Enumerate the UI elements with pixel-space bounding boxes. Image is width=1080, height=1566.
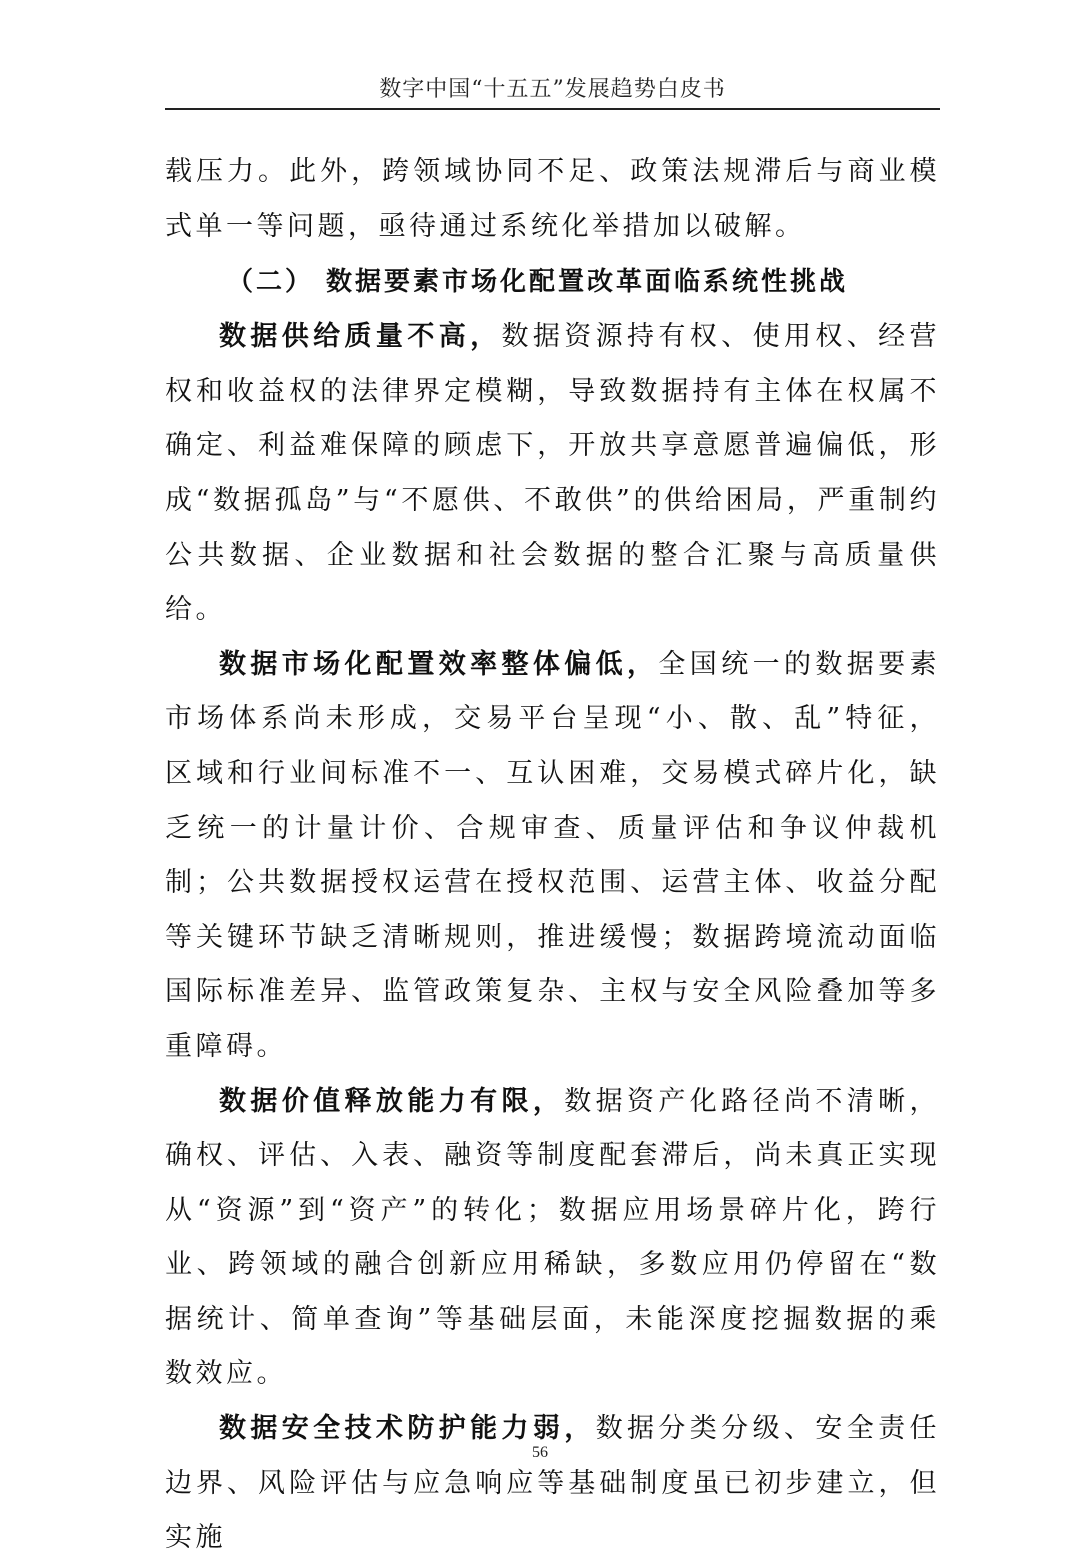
paragraph-text: 数据分类分级、安全责任边界、风险评估与应急响应等基础制度虽已初步建立，但实施 (165, 1413, 941, 1554)
paragraph-lead: 数据价值释放能力有限， (219, 1085, 565, 1117)
running-header (165, 74, 940, 110)
page-number: 56 (532, 1444, 548, 1461)
paragraph-lead: 数据市场化配置效率整体偏低， (219, 648, 659, 680)
paragraph-continuation: 载压力。此外，跨领域协同不足、政策法规滞后与商业模式单一等问题，亟待通过系统化举措加以破解。 (165, 156, 940, 242)
paragraph-lead: 数据安全技术防护能力弱， (219, 1413, 596, 1445)
document-title: 数字中国“十五五”发展趋势白皮书 (379, 77, 726, 102)
paragraph-lead: 数据供给质量不高， (219, 321, 502, 353)
paragraph-text: 全国统一的数据要素市场体系尚未形成，交易平台呈现“小、散、乱”特征， 区域和行业间标准不一、互认困难，交易模式碎片化，缺乏统一的计量计价、合规审查、质量评估和争议仲裁机制；公共数据授权运营在授权范围、运营主体、收益分配等关键环节缺乏清晰规则，推进缓慢；数据跨境流动面临国际标准差异、监管政策复杂、主权与安全风险叠加等多重障碍。 (165, 648, 941, 1062)
paragraph-value-release (165, 1075, 940, 1403)
paragraph-security-protection (165, 1402, 940, 1566)
paragraph-data-supply (165, 310, 940, 638)
paragraph-text: 数据资源持有权、使用权、经营权和收益权的法律界定模糊，导致数据持有主体在权属不确定、利益难保障的顾虑下，开放共享意愿普遍偏低，形成“数据孤岛”与“不愿供、不敢供”的供给困局，严重制约公共数据、企业数据和社会数据的整合汇聚与高质量供给。 (165, 321, 941, 626)
paragraph-text: 数据资产化路径尚不清晰，确权、评估、入表、融资等制度配套滞后，尚未真正实现从“资源”到“资产”的转化；数据应用场景碎片化，跨行业、跨领域的融合创新应用稀缺，多数应用仍停留在“数据统计、简单查询”等基础层面，未能深度挖掘数据的乘数效应。 (165, 1085, 940, 1390)
paragraph-market-allocation (165, 638, 940, 1075)
page-body (165, 145, 940, 1566)
section-heading: （二） 数据要素市场化配置改革面临系统性挑战 (227, 267, 849, 298)
